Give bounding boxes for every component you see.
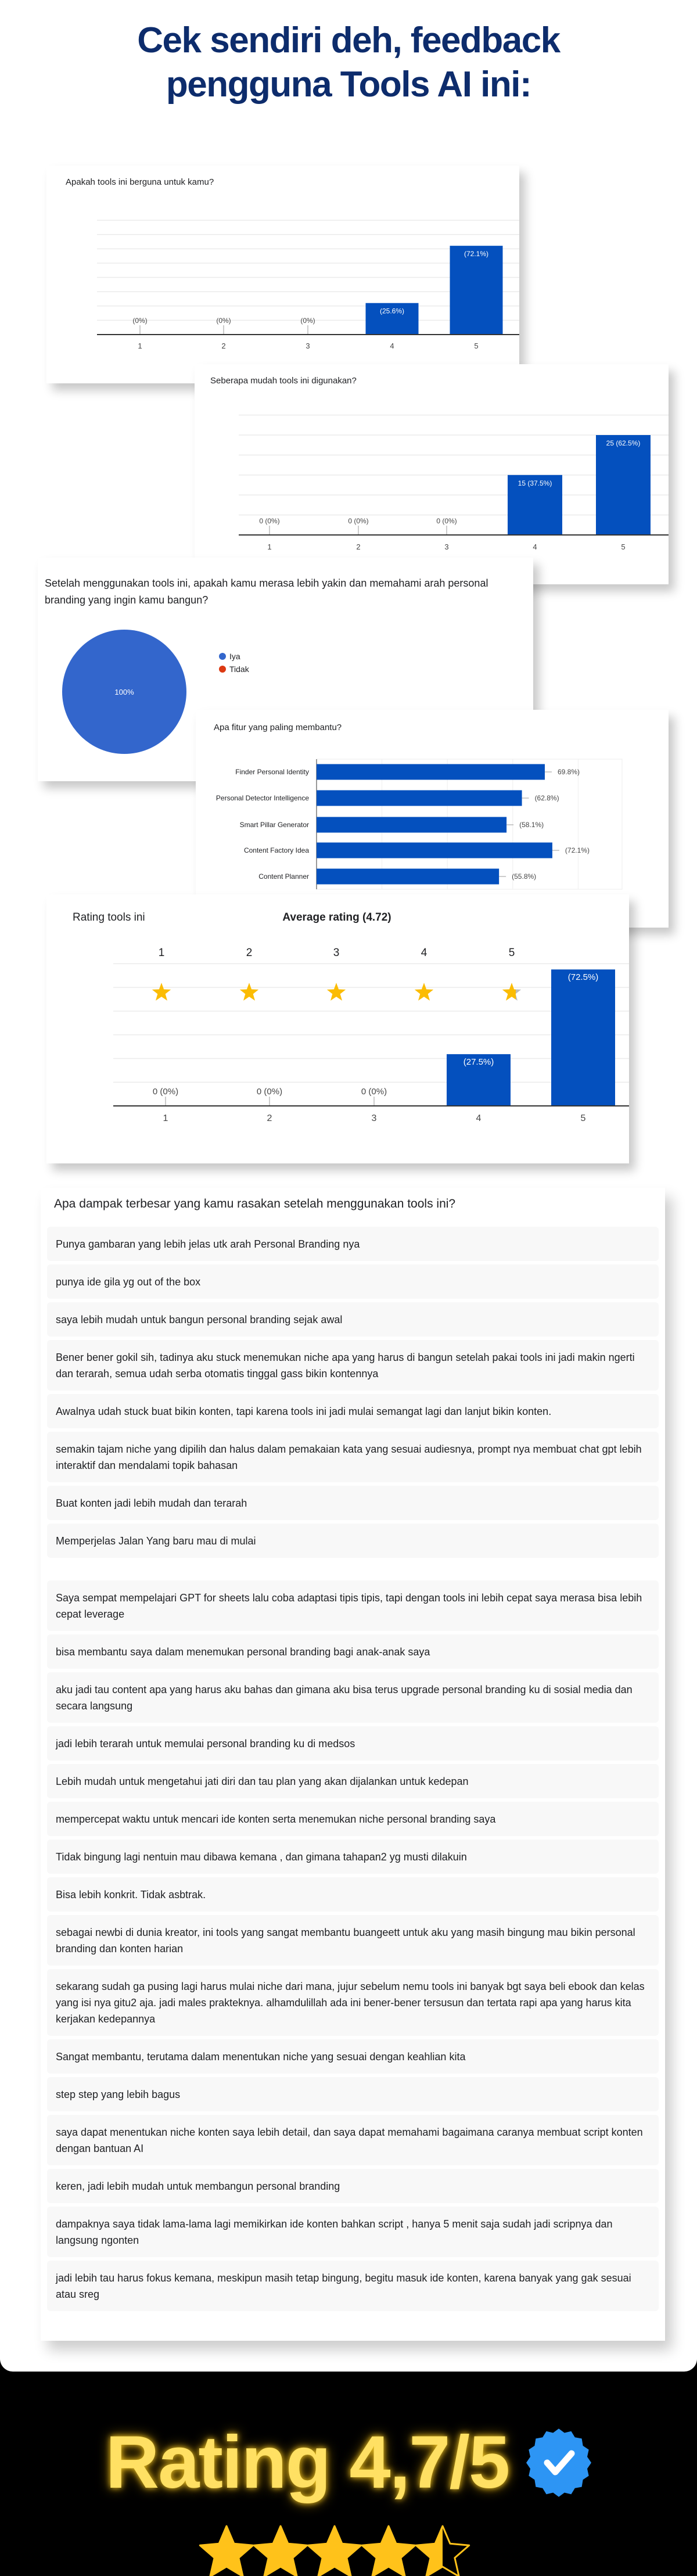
rating-banner: [0, 2416, 697, 2509]
average-rating: Average rating (4.72): [282, 911, 391, 924]
chart-question: Seberapa mudah tools ini digunakan?: [210, 376, 357, 386]
star-number-label: 3: [333, 947, 340, 959]
chart-card-ease: [195, 364, 669, 584]
data-label: (27.5%): [463, 1057, 494, 1067]
data-label: 0 (0%): [436, 517, 457, 525]
chart-card-usefulness: [46, 166, 519, 383]
feedback-answer: Lebih mudah untuk mengetahui jati diri dan tau plan yang akan dijalankan untuk kedepan: [47, 1764, 659, 1798]
x-tick-label: 3: [444, 542, 449, 551]
x-tick-label: 2: [356, 542, 361, 551]
data-label: (0%): [300, 317, 315, 325]
category-label: Content Planner: [258, 872, 309, 881]
verified-check-icon: [526, 2428, 591, 2498]
star-icon: [415, 983, 433, 1001]
data-label: (0%): [216, 317, 231, 325]
legend-dot-icon: [219, 666, 226, 673]
feedback-answer: Saya sempat mempelajari GPT for sheets lalu coba adaptasi tipis tipis, tapi dengan tools ini lebih cepat saya merasa bisa lebih cepat leverage: [47, 1580, 659, 1631]
chart-question: Rating tools ini: [73, 911, 145, 924]
x-tick-label: 1: [267, 542, 272, 551]
x-tick-label: 4: [533, 542, 537, 551]
data-label: (72.1%): [565, 846, 590, 854]
data-label: (55.8%): [512, 872, 537, 881]
data-label: 25 (62.5%): [606, 439, 641, 447]
x-tick-label: 1: [138, 342, 142, 350]
data-label: 0 (0%): [259, 517, 280, 525]
category-label: Content Factory Idea: [243, 846, 309, 854]
star-icon: [200, 2526, 253, 2576]
feedback-answer: jadi lebih tau harus fokus kemana, meskipun masih tetap bingung, begitu masuk ide konten, karena banyak yang gak sesuai atau sreg: [47, 2261, 659, 2311]
feedback-answer: saya lebih mudah untuk bangun personal branding sejak awal: [47, 1302, 659, 1336]
data-label: 0 (0%): [361, 1087, 387, 1097]
chart-question: Apa fitur yang paling membantu?: [214, 723, 342, 732]
data-label: (62.8%): [534, 794, 559, 802]
x-tick-label: 5: [580, 1113, 586, 1123]
feedback-answer: sekarang sudah ga pusing lagi harus mulai niche dari mana, jujur sebelum nemu tools ini banyak bgt saya beli ebook dan kelas yang isi nya gitu2 aja. jadi males prakteknya. alhamdulillah ada ini bener-bener tersusun dan tertata rapi apa yang harus kita kerjakan kedepannya: [47, 1969, 659, 2036]
category-label: Personal Detector Intelligence: [215, 794, 309, 802]
x-tick-label: 2: [267, 1113, 272, 1123]
rating-stars: [197, 2524, 476, 2576]
bar-chart-rating: [46, 894, 629, 1163]
star-number-label: 2: [246, 947, 253, 959]
data-label: 0 (0%): [152, 1087, 179, 1097]
feedback-answer: jadi lebih terarah untuk memulai personal branding ku di medsos: [47, 1726, 659, 1761]
data-label: (58.1%): [519, 821, 544, 829]
legend-dot-icon: [219, 653, 226, 660]
data-label: (72.1%): [464, 250, 489, 258]
legend-item-iya: [219, 652, 240, 661]
data-label: (0%): [132, 317, 148, 325]
bar-3: [317, 843, 552, 858]
star-icon: [308, 2526, 361, 2576]
rating-text: Rating 4,7/5: [105, 2421, 509, 2504]
page-title: [0, 19, 697, 107]
bar-4: [317, 869, 499, 885]
pie-slice-label: 100%: [114, 688, 134, 696]
feedback-answer: Memperjelas Jalan Yang baru mau di mulai: [47, 1524, 659, 1558]
x-tick-label: 5: [474, 342, 479, 350]
feedback-answer: Punya gambaran yang lebih jelas utk arah Personal Branding nya: [47, 1227, 659, 1261]
star-icon: [240, 983, 258, 1001]
feedback-answer: keren, jadi lebih mudah untuk membangun personal branding: [47, 2169, 659, 2203]
data-label: (72.5%): [567, 972, 599, 983]
bar-5: [596, 435, 651, 535]
star-icon: [362, 2526, 415, 2576]
category-label: Finder Personal Identity: [235, 768, 309, 776]
bar-chart-usefulness: [46, 166, 519, 383]
x-tick-label: 5: [621, 542, 626, 551]
star-icon: [416, 2526, 469, 2576]
x-tick-label: 3: [306, 342, 310, 350]
question-line-1: Setelah menggunakan tools ini, apakah kamu merasa lebih yakin dan memahami arah personal: [45, 577, 488, 589]
star-number-label: 5: [508, 947, 515, 959]
feedback-answer: step step yang lebih bagus: [47, 2077, 659, 2111]
feedback-answer: dampaknya saya tidak lama-lama lagi memikirkan ide konten bahkan script , hanya 5 menit saja sudah jadi scripnya dan langsung ngonten: [47, 2207, 659, 2257]
star-icon: [254, 2526, 307, 2576]
legend-label: Iya: [229, 652, 240, 661]
feedback-answer: Tidak bingung lagi nentuin mau dibawa kemana , dan gimana tahapan2 yg musti dilakuin: [47, 1840, 659, 1874]
bar-2: [317, 817, 506, 833]
x-tick-label: 1: [163, 1113, 168, 1123]
star-icon: [152, 983, 171, 1001]
x-tick-label: 4: [476, 1113, 482, 1123]
title-line-2: pengguna Tools AI ini:: [166, 64, 531, 105]
x-tick-label: 3: [371, 1113, 377, 1123]
feedback-answer: Awalnya udah stuck buat bikin konten, tapi karena tools ini jadi mulai semangat lagi dan lanjut bikin konten.: [47, 1394, 659, 1428]
feedback-answer: bisa membantu saya dalam menemukan personal branding bagi anak-anak saya: [47, 1634, 659, 1669]
feedback-answer: saya dapat menentukan niche konten saya lebih detail, dan saya dapat memahami bagaimana caranya membuat script konten dengan bantuan AI: [47, 2115, 659, 2165]
question-line-2: branding yang ingin kamu bangun?: [45, 594, 209, 606]
feedback-answer: punya ide gila yg out of the box: [47, 1264, 659, 1299]
feedback-responses-card: [41, 1188, 665, 2341]
feedback-answer: mempercepat waktu untuk mencari ide konten serta menemukan niche personal branding saya: [47, 1802, 659, 1836]
feedback-answer: Bener bener gokil sih, tadinya aku stuck menemukan niche apa yang harus di bangun setelah pakai tools ini jadi makin ngerti dan terarah, semua udah serba otomatis tinggal gass bikin kontennya: [47, 1340, 659, 1391]
x-tick-label: 4: [390, 342, 394, 350]
data-label: 69.8%): [557, 768, 580, 776]
feedback-answer: Sangat membantu, terutama dalam menentukan niche yang sesuai dengan keahlian kita: [47, 2039, 659, 2074]
legend-label: Tidak: [229, 664, 249, 674]
data-label: 15 (37.5%): [518, 479, 552, 487]
bar-1: [317, 791, 522, 806]
data-label: 0 (0%): [348, 517, 369, 525]
star-number-label: 1: [158, 947, 165, 959]
star-number-label: 4: [421, 947, 427, 959]
x-tick-label: 2: [221, 342, 226, 350]
chart-question: Apakah tools ini berguna untuk kamu?: [66, 177, 214, 187]
star-icon: [502, 983, 521, 1001]
data-label: 0 (0%): [256, 1087, 283, 1097]
bar-chart-ease: [195, 364, 669, 584]
title-line-1: Cek sendiri deh, feedback: [137, 20, 560, 60]
chart-card-rating: [46, 894, 629, 1163]
star-icon: [327, 983, 346, 1001]
feedback-answer-list: [47, 1227, 659, 2315]
bar-0: [317, 764, 545, 780]
category-label: Smart Pillar Generator: [239, 821, 309, 829]
data-label: (25.6%): [379, 307, 405, 315]
feedback-answer: sebagai newbi di dunia kreator, ini tools yang sangat membantu buangeett untuk aku yang masih bingung mau bikin personal branding dan konten harian: [47, 1915, 659, 1966]
bar-5: [450, 246, 503, 335]
feedback-question: Apa dampak terbesar yang kamu rasakan setelah menggunakan tools ini?: [54, 1197, 456, 1210]
bar-5: [551, 969, 615, 1106]
feedback-answer: semakin tajam niche yang dipilih dan halus dalam pemakaian kata yang sesuai audiesnya, prompt nya membuat chat gpt lebih interaktif dan mendalami topik bahasan: [47, 1432, 659, 1482]
feedback-answer: aku jadi tau content apa yang harus aku bahas dan gimana aku bisa terus upgrade personal branding ku di sosial media dan secara langsung: [47, 1672, 659, 1723]
feedback-answer: Bisa lebih konkrit. Tidak asbtrak.: [47, 1877, 659, 1912]
legend-item-tidak: [219, 664, 249, 674]
feedback-answer: Buat konten jadi lebih mudah dan terarah: [47, 1486, 659, 1520]
